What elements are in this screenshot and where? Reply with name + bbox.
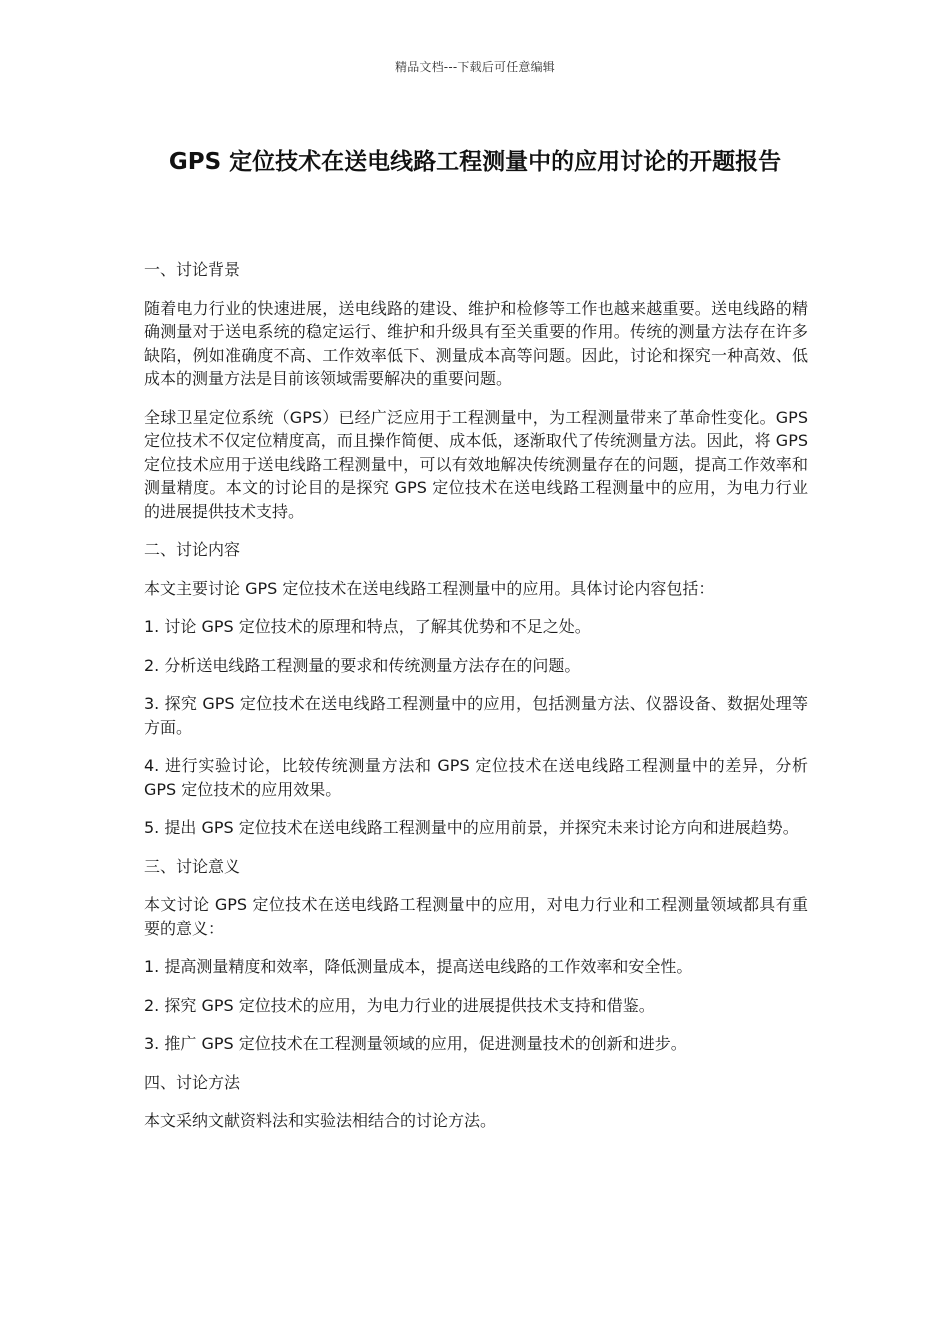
paragraph: 本文主要讨论 GPS 定位技术在送电线路工程测量中的应用。具体讨论内容包括： xyxy=(144,578,715,598)
paragraph: 随着电力行业的快速进展，送电线路的建设、维护和检修等工作也越来越重要。送电线路的精确测量对于送电系统的稳定运行、维护和升级具有至关重要的作用。传统的测量方法存在许多缺陷，例如准确度不高、工作效率低下、测量成本高等问题。因此，讨论和探究一种高效、低成本的测量方法是目前该领域需要解决的重要问题。 xyxy=(144,298,808,388)
header-note: 精品文档---下载后可任意编辑 xyxy=(395,60,555,74)
paragraph: 本文采纳文献资料法和实验法相结合的讨论方法。 xyxy=(144,1111,497,1130)
list-item: 3. 探究 GPS 定位技术在送电线路工程测量中的应用，包括测量方法、仪器设备、数据处理等方面。 xyxy=(144,694,808,737)
paragraph: 全球卫星定位系统（GPS）已经广泛应用于工程测量中，为工程测量带来了革命性变化。GPS 定位技术不仅定位精度高，而且操作简便、成本低，逐渐取代了传统测量方法。因此，将 GPS 定位技术应用于送电线路工程测量中，可以有效地解决传统测量存在的问题，提高工作效率和测量精度。本文的讨论目的是探究 GPS 定位技术在送电线路工程测量中的应用，为电力行业的进展提供技术支持。 xyxy=(144,407,808,521)
list-item: 2. 分析送电线路工程测量的要求和传统测量方法存在的问题。 xyxy=(144,655,581,675)
list-item: 1. 讨论 GPS 定位技术的原理和特点，了解其优势和不足之处。 xyxy=(144,617,591,636)
paragraph: 本文讨论 GPS 定位技术在送电线路工程测量中的应用，对电力行业和工程测量领域都具有重要的意义： xyxy=(144,895,808,938)
list-item: 3. 推广 GPS 定位技术在工程测量领域的应用，促进测量技术的创新和进步。 xyxy=(144,1034,687,1053)
section-heading-method: 四、讨论方法 xyxy=(144,1072,241,1092)
document-body xyxy=(144,258,808,1148)
section-heading-significance: 三、讨论意义 xyxy=(144,856,241,876)
section-heading-background: 一、讨论背景 xyxy=(144,260,241,279)
list-item: 2. 探究 GPS 定位技术的应用，为电力行业的进展提供技术支持和借鉴。 xyxy=(144,995,655,1015)
list-item: 4. 进行实验讨论，比较传统测量方法和 GPS 定位技术在送电线路工程测量中的差异，分析 GPS 定位技术的应用效果。 xyxy=(144,756,808,799)
list-item: 5. 提出 GPS 定位技术在送电线路工程测量中的应用前景，并探究未来讨论方向和进展趋势。 xyxy=(144,818,799,837)
document-title: GPS 定位技术在送电线路工程测量中的应用讨论的开题报告 xyxy=(168,149,782,175)
section-heading-content: 二、讨论内容 xyxy=(144,540,241,559)
list-item: 1. 提高测量精度和效率，降低测量成本，提高送电线路的工作效率和安全性。 xyxy=(144,957,693,976)
